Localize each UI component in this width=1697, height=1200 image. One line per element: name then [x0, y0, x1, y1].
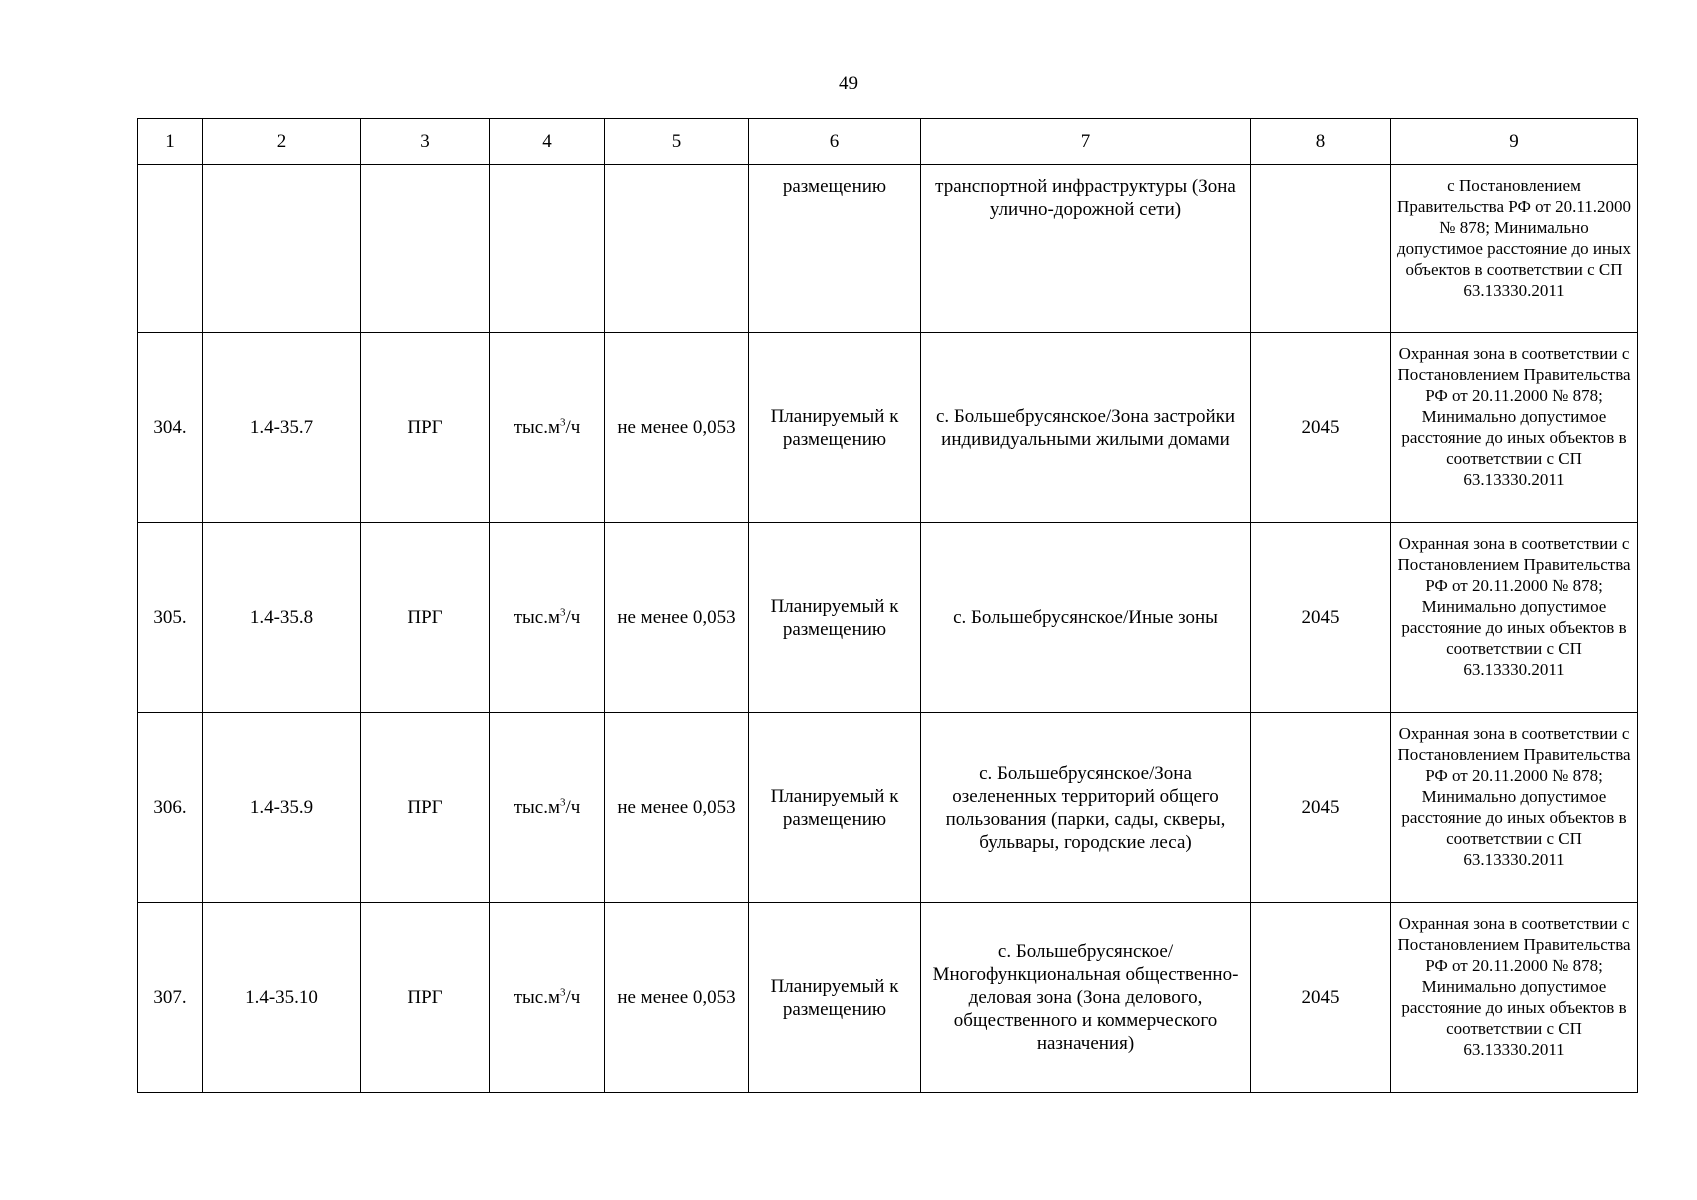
unit-suffix: /ч [565, 417, 581, 438]
cell-type: ПРГ [361, 523, 490, 713]
unit-suffix: /ч [565, 607, 581, 628]
cell-status: Планируемый к размещению [749, 713, 921, 903]
cell-code: 1.4-35.10 [203, 903, 361, 1093]
unit-exponent: 3 [559, 796, 566, 809]
cell-status: Планируемый к размещению [749, 333, 921, 523]
cell-year: 2045 [1251, 903, 1391, 1093]
column-header: 8 [1251, 119, 1391, 165]
cell-capacity: не менее 0,053 [605, 523, 749, 713]
table-row [138, 903, 1638, 1093]
cell-type: ПРГ [361, 903, 490, 1093]
table-row [138, 523, 1638, 713]
cell-unit [490, 333, 605, 523]
cell-unit [490, 713, 605, 903]
unit-exponent: 3 [559, 416, 566, 429]
cell-note: Охранная зона в соответствии с Постановлением Правительства РФ от 20.11.2000 № 878; Минимально допустимое расстояние до иных объектов в соответствии с СП 63.13330.2011 [1391, 523, 1638, 713]
unit-text: тыс.м [513, 607, 560, 628]
table-row [138, 333, 1638, 523]
cell-note: Охранная зона в соответствии с Постановлением Правительства РФ от 20.11.2000 № 878; Минимально допустимое расстояние до иных объектов в соответствии с СП 63.13330.2011 [1391, 333, 1638, 523]
cell-note: Охранная зона в соответствии с Постановлением Правительства РФ от 20.11.2000 № 878; Минимально допустимое расстояние до иных объектов в соответствии с СП 63.13330.2011 [1391, 713, 1638, 903]
column-header: 9 [1391, 119, 1638, 165]
cell-unit [490, 523, 605, 713]
cell-number: 304. [138, 333, 203, 523]
cell-year: 2045 [1251, 523, 1391, 713]
cell-location: с. Большебрусянское/Зона озелененных территорий общего пользования (парки, сады, скверы, бульвары, городские леса) [921, 713, 1251, 903]
objects-table [137, 118, 1638, 1093]
cell-type [361, 165, 490, 333]
cell-location: с. Большебрусянское/Иные зоны [921, 523, 1251, 713]
column-header: 1 [138, 119, 203, 165]
cell-status: Планируемый к размещению [749, 523, 921, 713]
column-number-row [138, 119, 1638, 165]
unit-suffix: /ч [565, 987, 581, 1008]
column-header: 6 [749, 119, 921, 165]
unit-suffix: /ч [565, 797, 581, 818]
cell-number: 305. [138, 523, 203, 713]
cell-type: ПРГ [361, 333, 490, 523]
cell-year: 2045 [1251, 333, 1391, 523]
column-header: 3 [361, 119, 490, 165]
cell-location: транспортной инфраструктуры (Зона улично-дорожной сети) [921, 165, 1251, 333]
cell-code [203, 165, 361, 333]
cell-capacity [605, 165, 749, 333]
cell-status: размещению [749, 165, 921, 333]
column-header: 5 [605, 119, 749, 165]
cell-unit [490, 903, 605, 1093]
cell-code: 1.4-35.8 [203, 523, 361, 713]
cell-number: 306. [138, 713, 203, 903]
page-number: 49 [839, 73, 858, 94]
unit-text: тыс.м [513, 797, 560, 818]
cell-capacity: не менее 0,053 [605, 713, 749, 903]
cell-number [138, 165, 203, 333]
cell-capacity: не менее 0,053 [605, 903, 749, 1093]
cell-status: Планируемый к размещению [749, 903, 921, 1093]
cell-code: 1.4-35.9 [203, 713, 361, 903]
unit-exponent: 3 [559, 606, 566, 619]
cell-location: с. Большебрусянское/Многофункциональная общественно-деловая зона (Зона делового, общественного и коммерческого назначения) [921, 903, 1251, 1093]
cell-number: 307. [138, 903, 203, 1093]
cell-unit [490, 165, 605, 333]
column-header: 4 [490, 119, 605, 165]
cell-note: с Постановлением Правительства РФ от 20.11.2000 № 878; Минимально допустимое расстояние до иных объектов в соответствии с СП 63.13330.2011 [1391, 165, 1638, 333]
cell-year [1251, 165, 1391, 333]
cell-code: 1.4-35.7 [203, 333, 361, 523]
unit-text: тыс.м [513, 417, 560, 438]
cell-type: ПРГ [361, 713, 490, 903]
column-header: 7 [921, 119, 1251, 165]
cell-location: с. Большебрусянское/Зона застройки индивидуальными жилыми домами [921, 333, 1251, 523]
table-row-continuation [138, 165, 1638, 333]
cell-note: Охранная зона в соответствии с Постановлением Правительства РФ от 20.11.2000 № 878; Минимально допустимое расстояние до иных объектов в соответствии с СП 63.13330.2011 [1391, 903, 1638, 1093]
cell-year: 2045 [1251, 713, 1391, 903]
unit-text: тыс.м [513, 987, 560, 1008]
unit-exponent: 3 [559, 986, 566, 999]
column-header: 2 [203, 119, 361, 165]
cell-capacity: не менее 0,053 [605, 333, 749, 523]
table-row [138, 713, 1638, 903]
